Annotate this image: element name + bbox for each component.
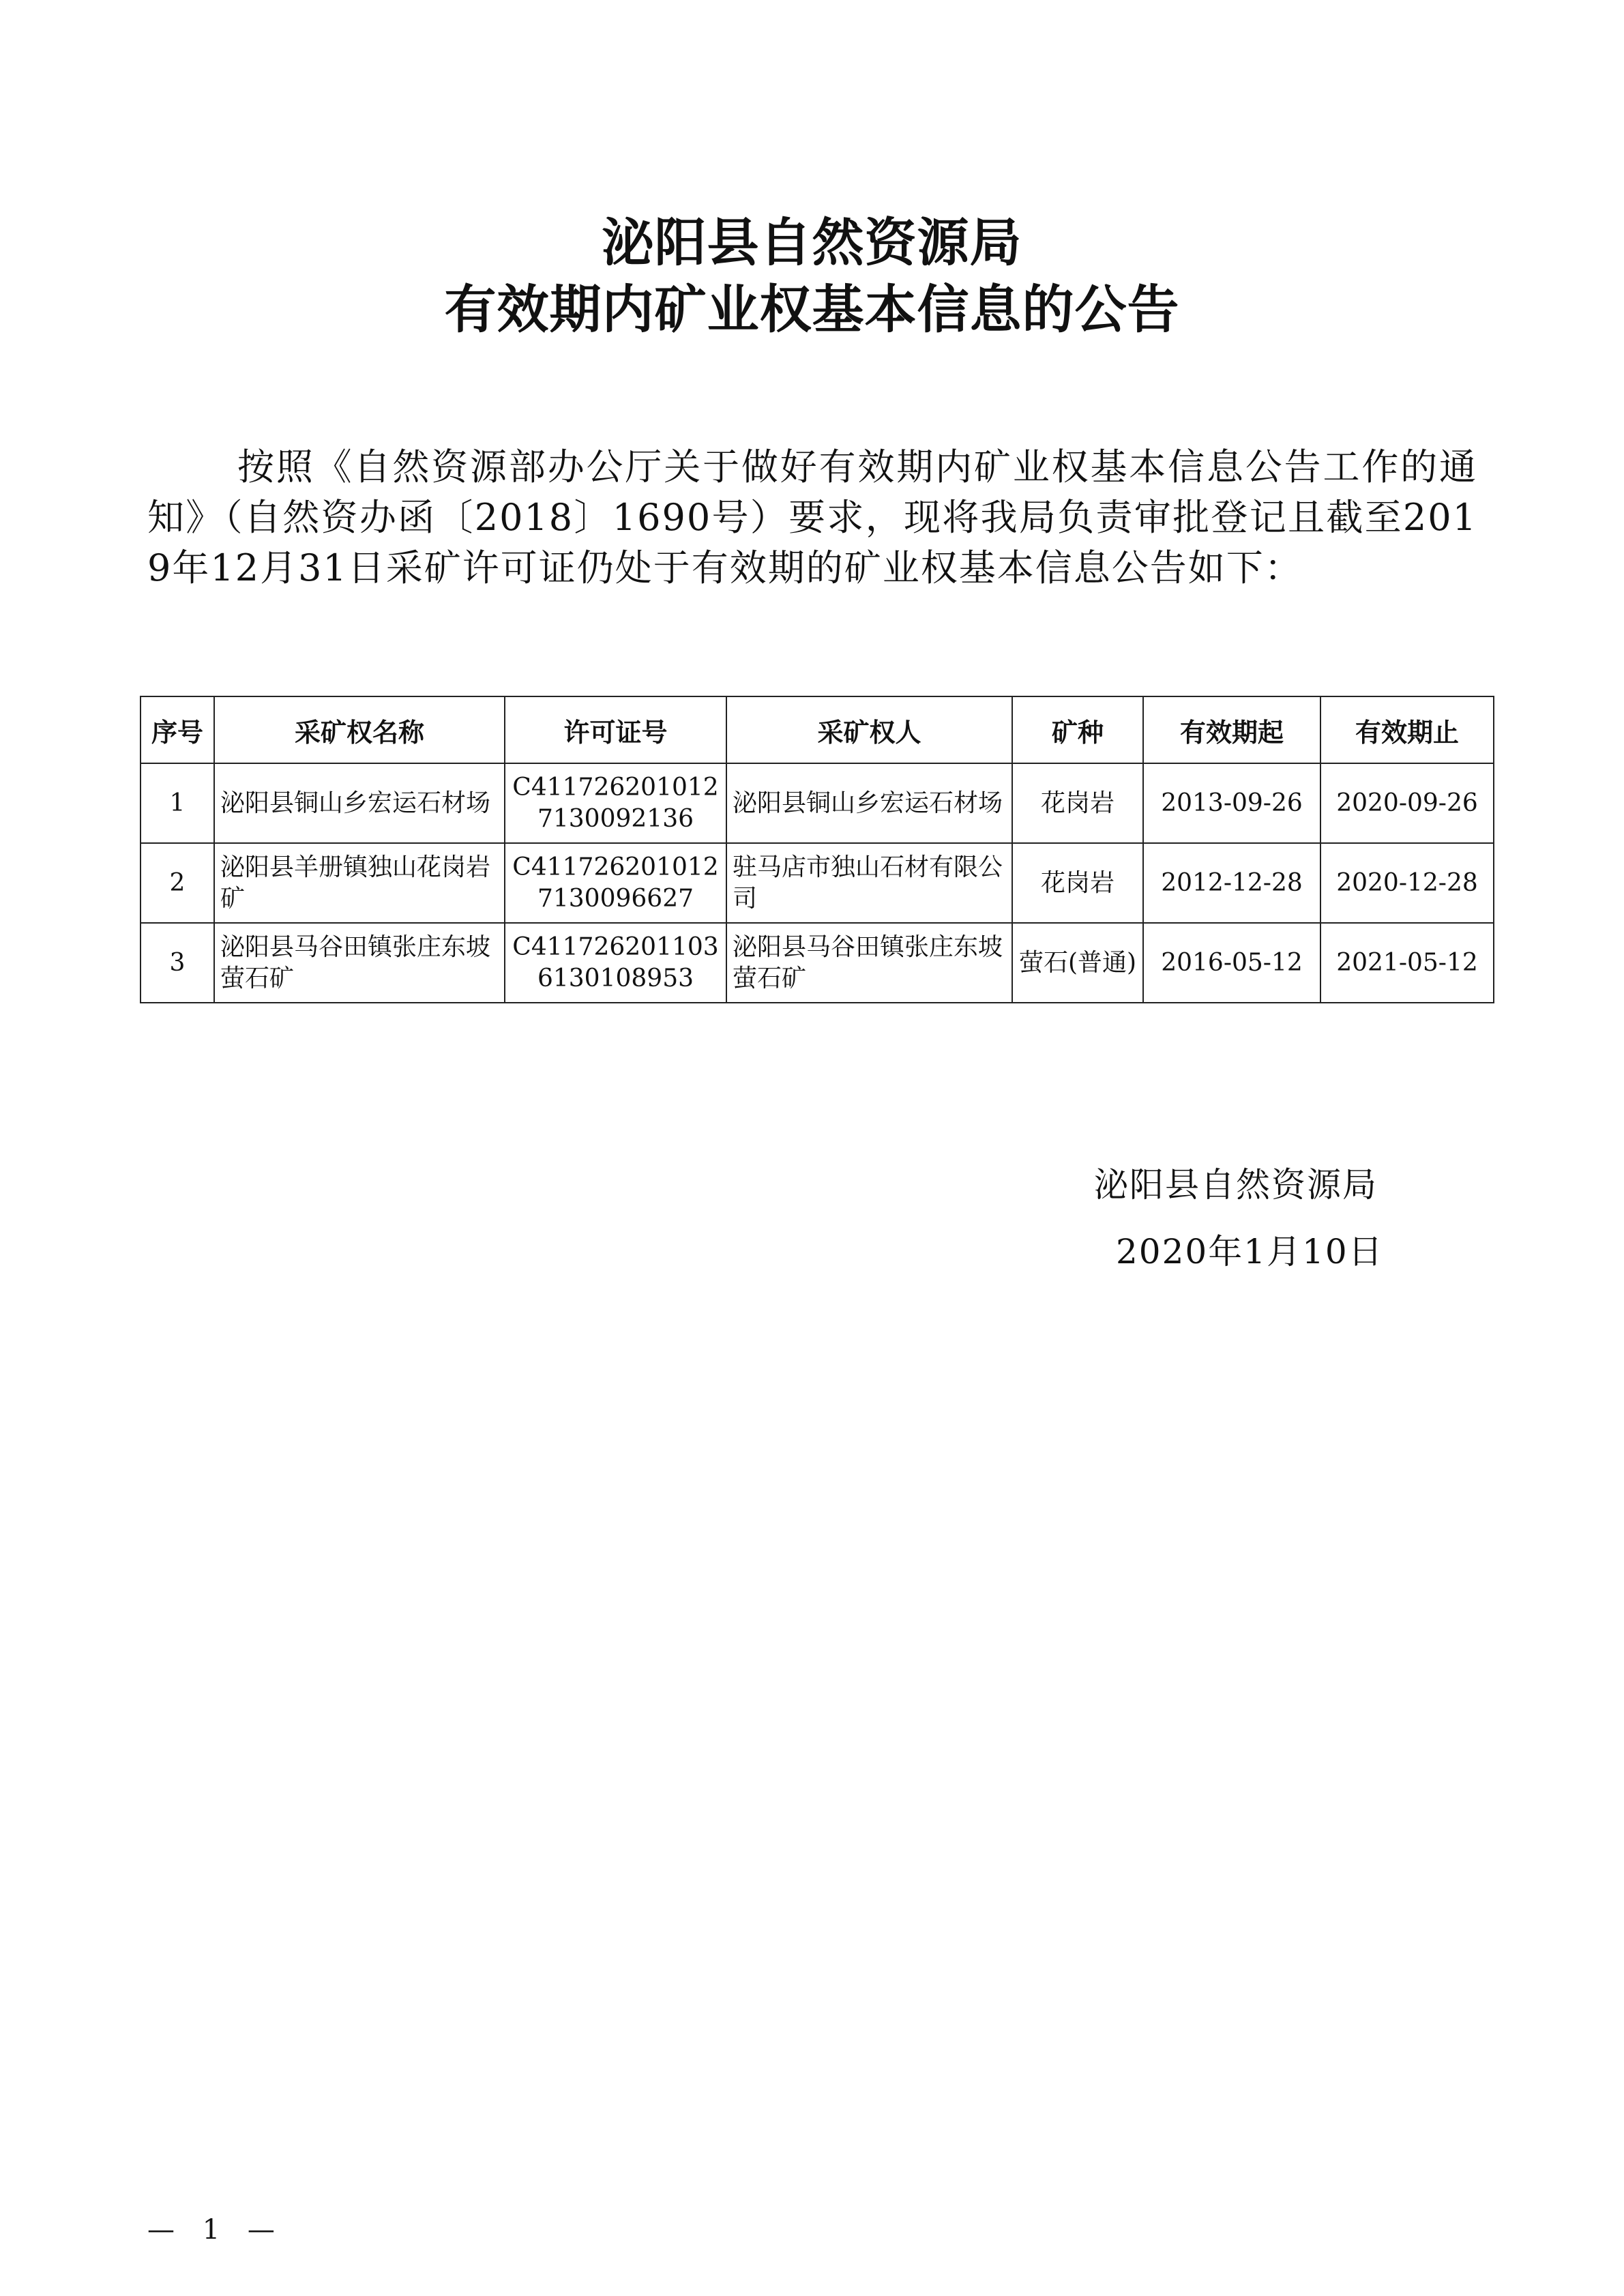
- cell-name: 泌阳县羊册镇独山花岗岩矿: [214, 843, 505, 923]
- page-number: — 1 —: [147, 2214, 284, 2246]
- cell-start-date: 2013-09-26: [1143, 763, 1320, 843]
- announcement-title-subject: 有效期内矿业权基本信息的公告: [444, 279, 1180, 340]
- announcement-body-paragraph: 按照《自然资源部办公厅关于做好有效期内矿业权基本信息公告工作的通知》（自然资办函〔2018〕1690号）要求，现将我局负责审批登记且截至2019年12月31日采矿许可证仍处于有效期的矿业权基本信息公告如下：: [147, 445, 1477, 589]
- table-row: [141, 763, 1494, 843]
- table-row: [141, 843, 1494, 923]
- signature-organization: 泌阳县自然资源局: [1094, 1165, 1378, 1205]
- cell-start-date: 2012-12-28: [1143, 843, 1320, 923]
- cell-holder: 泌阳县马谷田镇张庄东坡萤石矿: [726, 923, 1012, 1003]
- cell-license: C4117262010127130092136: [505, 763, 726, 843]
- header-seq: 序号: [141, 696, 214, 763]
- header-end-date: 有效期止: [1320, 696, 1494, 763]
- signature-date: 2020年1月10日: [1116, 1232, 1384, 1271]
- header-name: 采矿权名称: [214, 696, 505, 763]
- cell-seq: 3: [141, 923, 214, 1003]
- cell-mineral: 萤石(普通): [1012, 923, 1143, 1003]
- header-start-date: 有效期起: [1143, 696, 1320, 763]
- cell-name: 泌阳县马谷田镇张庄东坡萤石矿: [214, 923, 505, 1003]
- header-license: 许可证号: [505, 696, 726, 763]
- table-row: [141, 923, 1494, 1003]
- cell-mineral: 花岗岩: [1012, 843, 1143, 923]
- announcement-title-agency: 泌阳县自然资源局: [602, 212, 1022, 273]
- cell-name: 泌阳县铜山乡宏运石材场: [214, 763, 505, 843]
- cell-end-date: 2020-12-28: [1320, 843, 1494, 923]
- cell-seq: 1: [141, 763, 214, 843]
- header-mineral: 矿种: [1012, 696, 1143, 763]
- cell-seq: 2: [141, 843, 214, 923]
- cell-license: C4117262010127130096627: [505, 843, 726, 923]
- cell-holder: 驻马店市独山石材有限公司: [726, 843, 1012, 923]
- cell-end-date: 2021-05-12: [1320, 923, 1494, 1003]
- cell-end-date: 2020-09-26: [1320, 763, 1494, 843]
- header-holder: 采矿权人: [726, 696, 1012, 763]
- cell-start-date: 2016-05-12: [1143, 923, 1320, 1003]
- mining-rights-table: [140, 696, 1494, 1003]
- cell-holder: 泌阳县铜山乡宏运石材场: [726, 763, 1012, 843]
- table-header-row: [141, 696, 1494, 763]
- cell-license: C4117262011036130108953: [505, 923, 726, 1003]
- cell-mineral: 花岗岩: [1012, 763, 1143, 843]
